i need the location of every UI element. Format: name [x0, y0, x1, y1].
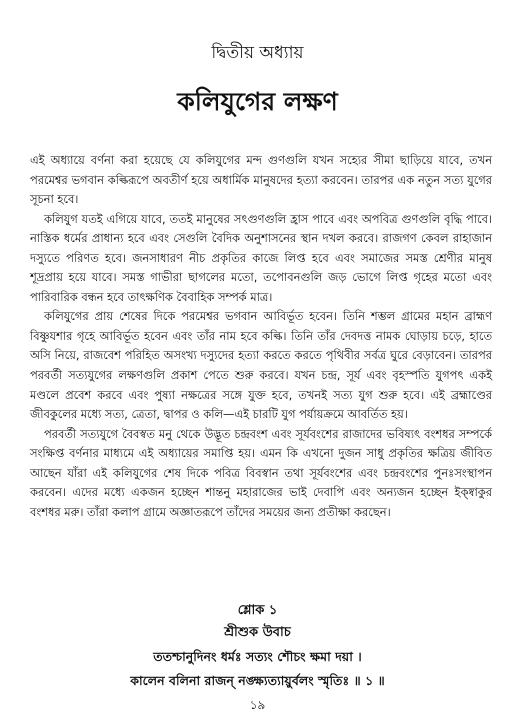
verse-label: শ্লোক ১ — [237, 603, 278, 618]
chapter-title: কলিযুগের লক্ষণ — [177, 87, 338, 116]
page-number: ১৯ — [249, 698, 266, 712]
summary-paragraph-4: পরবর্তী সত্যযুগে বৈবস্বত মনু থেকে উদ্ভূত চন্দ্রবংশ এবং সূর্যবংশের রাজাদের ভবিষ্যৎ বংশধর সম্পর্কে সংক্ষিপ্ত বর্ণনার মাধ্যমে এই অধ্যায়ের সমাপ্তি হয়। এমন কি এখনো দুজন সাধু প্রকৃতির ক্ষত্রিয় জীবিত আছেন যাঁরা এই কলিযুগের শেষ দিকে পবিত্র বিবস্বান তথা সূর্যবংশের এবং চন্দ্রবংশের পুনঃসংস্থাপন করবেন। এদের মধ্যে একজন হচ্ছেন শান্তনু মহারাজের ভাই দেবাপি এবং অন্যজন হচ্ছেন ইক্ষ্বাকুর বংশধর মরু। তাঁরা কলাপ গ্রামে অজ্ঞাতরূপে তাঁদের সময়ের জন্য প্রতীক্ষা করছেন। — [30, 426, 492, 519]
chapter-label: দ্বিতীয় অধ্যায় — [211, 43, 304, 63]
verse-line-1: ততশ্চানুদিনং ধর্মঃ সত্যং শৌচং ক্ষমা দয়া । — [153, 649, 362, 664]
chapter-summary — [30, 151, 492, 522]
summary-paragraph-2: কলিযুগ যতই এগিয়ে যাবে, ততই মানুষের সৎগুণগুলি হ্রাস পাবে এবং অপবিত্র গুণগুলি বৃদ্ধি পাবে। নাস্তিক ধর্মের প্রাধান্য হবে এবং সেগুলি বৈদিক অনুশাসনের স্থান দখল করবে। রাজগণ কেবল রাহাজান দস্যুতে পরিণত হবে। জনসাধারণ নীচ প্রকৃতির কাজে লিপ্ত হবে এবং সমাজের সমস্ত শ্রেণীর মানুষ শূদ্রপ্রায় হয়ে যাবে। সমস্ত গাভীরা ছাগলের মতো, তপোবনগুলি জড় ভোগে লিপ্ত গৃহের মতো এবং পারিবারিক বন্ধন হবে তাৎক্ষণিক বৈবাহিক সম্পর্ক মাত্র। — [30, 211, 492, 304]
verse-speaker: শ্রীশুক উবাচ — [224, 625, 291, 640]
summary-paragraph-1: এই অধ্যায়ে বর্ণনা করা হয়েছে যে কলিযুগের মন্দ গুণগুলি যখন সহ্যের সীমা ছাড়িয়ে যাবে, তখন পরমেশ্বর ভগবান কল্কিরূপে অবতীর্ণ হয়ে অধার্মিক মানুষদের হত্যা করবেন। তারপর এক নতুন সত্য যুগের সূচনা হবে। — [30, 153, 492, 207]
verse-line-2: কালেন বলিনা রাজন্ নঙ্ক্ষ্যত্যায়ুর্বলং স্মৃতিঃ ॥ ১ ॥ — [130, 673, 385, 688]
summary-paragraph-3: কলিযুগের প্রায় শেষের দিকে পরমেশ্বর ভগবান আবির্ভূত হবেন। তিনি শম্ভল গ্রামের মহান ব্রাহ্মণ বিষ্ণুযশার গৃহে আবির্ভূত হবেন এবং তাঁর নাম হবে কল্কি। তিনি তাঁর দেবদত্ত নামক ঘোড়ায় চড়ে, হাতে অসি নিয়ে, রাজবেশ পরিহিত অসংখ্য দস্যুদের হত্যা করতে করতে পৃথিবীর সর্বত্র ঘুরে বেড়াবেন। তারপর পরবর্তী সত্যযুগের লক্ষণগুলি প্রকাশ পেতে শুরু করবে। যখন চন্দ্র, সূর্য এবং বৃহস্পতি যুগপৎ একই মণ্ডলে প্রবেশ করবে এবং পুষ্যা নক্ষত্রের সঙ্গে যুক্ত হবে, তখনই সত্য যুগ শুরু হবে। এই ব্রহ্মাণ্ডের জীবকুলের মধ্যে সত্য, ত্রেতা, দ্বাপর ও কলি—এই চারটি যুগ পর্যায়ক্রমে আবর্তিত হয়। — [30, 309, 492, 422]
